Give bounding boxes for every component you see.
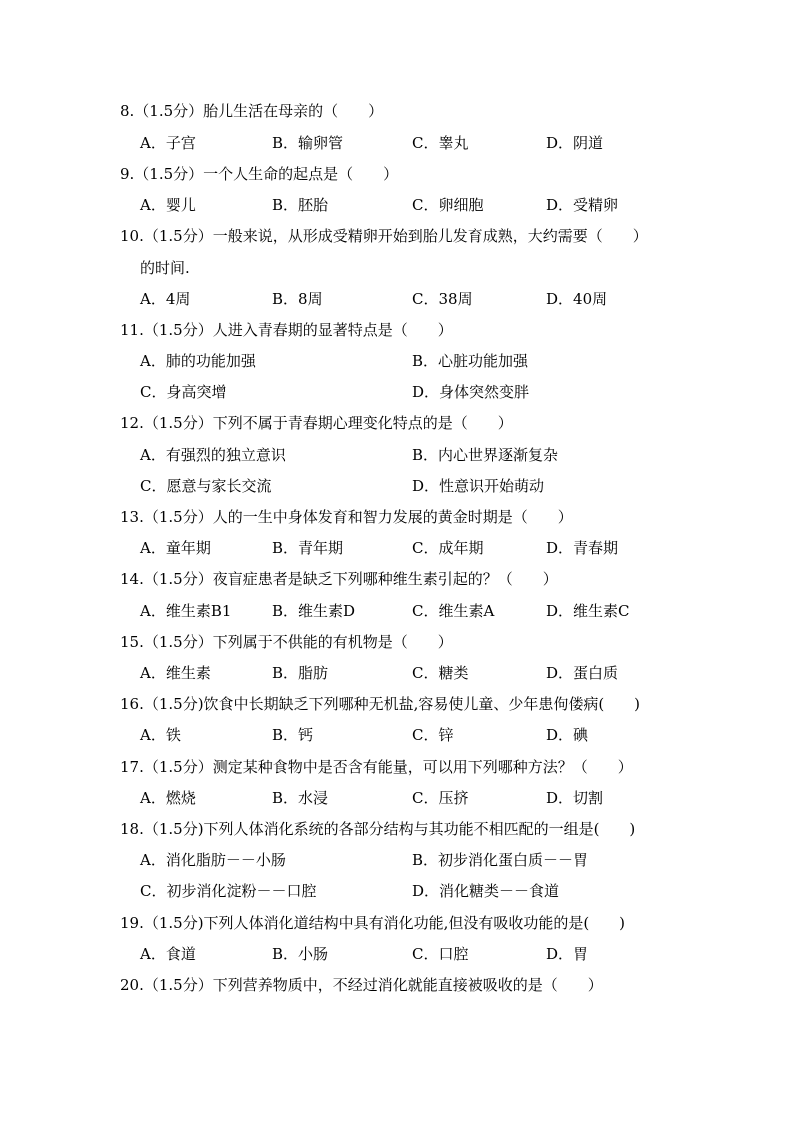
option-a: A．子宫 [140,134,196,152]
option-b: B．初步消化蛋白质－－胃 [412,851,589,869]
question-stem: 11.（1.5分）人进入青春期的显著特点是（ ） [120,321,453,339]
question-stem: 8.（1.5分）胎儿生活在母亲的（ ） [120,102,384,120]
option-b: B．输卵管 [272,134,344,152]
question-stem: 13.（1.5分）人的一生中身体发育和智力发展的黄金时期是（ ） [120,508,573,526]
option-a: A．燃烧 [140,789,196,807]
option-a: A．肺的功能加强 [140,352,256,370]
option-c: C．成年期 [412,539,484,557]
option-d: D．受精卵 [546,196,619,214]
option-c: C．维生素A [412,602,495,620]
option-b: B．内心世界逐渐复杂 [412,446,559,464]
option-a: A．铁 [140,726,181,744]
option-b: B．心脏功能加强 [412,352,529,370]
option-d: D．阴道 [546,134,604,152]
option-b: B．钙 [272,726,314,744]
option-b: B．青年期 [272,539,344,557]
option-c: C．睾丸 [412,134,469,152]
question-stem: 19.（1.5分)下列人体消化道结构中具有消化功能,但没有吸收功能的是( ) [120,914,626,932]
option-d: D．维生素C [546,602,630,620]
option-c: C．锌 [412,726,454,744]
option-d: D．切割 [546,789,604,807]
question-stem: 17.（1.5分）测定某种食物中是否含有能量，可以用下列哪种方法？（ ） [120,758,633,776]
option-d: D．身体突然变胖 [412,383,530,401]
option-d: D．碘 [546,726,589,744]
option-d: D．40周 [546,290,608,308]
question-stem: 9.（1.5分）一个人生命的起点是（ ） [120,165,399,183]
question-stem: 14.（1.5分）夜盲症患者是缺乏下列哪种维生素引起的？（ ） [120,570,558,588]
option-a: A．有强烈的独立意识 [140,446,286,464]
option-d: D．蛋白质 [546,664,619,682]
option-c: C．压挤 [412,789,469,807]
option-b: B．胚胎 [272,196,329,214]
option-d: D．消化糖类－－食道 [412,882,560,900]
option-a: A．食道 [140,945,196,963]
option-d: D．性意识开始萌动 [412,477,545,495]
option-d: D．青春期 [546,539,619,557]
option-a: A．婴儿 [140,196,196,214]
option-b: B．小肠 [272,945,329,963]
question-stem-continuation: 的时间. [140,259,190,277]
question-stem: 20.（1.5分）下列营养物质中，不经过消化就能直接被吸收的是（ ） [120,976,603,994]
option-b: B．脂肪 [272,664,329,682]
question-stem: 15.（1.5分）下列属于不供能的有机物是（ ） [120,633,453,651]
option-b: B．8周 [272,290,323,308]
option-c: C．初步消化淀粉－－口腔 [140,882,317,900]
option-c: C．身高突增 [140,383,227,401]
question-stem: 10.（1.5分）一般来说，从形成受精卵开始到胎儿发育成熟，大约需要（ ） [120,227,648,245]
option-a: A．童年期 [140,539,211,557]
option-c: C．38周 [412,290,473,308]
option-a: A．维生素B1 [140,602,232,620]
option-a: A．维生素 [140,664,211,682]
option-c: C．糖类 [412,664,469,682]
option-d: D．胃 [546,945,589,963]
option-b: B．水浸 [272,789,329,807]
option-b: B．维生素D [272,602,356,620]
question-stem: 12.（1.5分）下列不属于青春期心理变化特点的是（ ） [120,414,513,432]
option-c: C．口腔 [412,945,469,963]
option-c: C．愿意与家长交流 [140,477,272,495]
question-stem: 18.（1.5分)下列人体消化系统的各部分结构与其功能不相匹配的一组是( ) [120,820,636,838]
question-stem: 16.（1.5分)饮食中长期缺乏下列哪种无机盐,容易使儿童、少年患佝偻病( ) [120,695,641,713]
option-a: A．消化脂肪－－小肠 [140,851,286,869]
option-c: C．卵细胞 [412,196,484,214]
option-a: A．4周 [140,290,191,308]
